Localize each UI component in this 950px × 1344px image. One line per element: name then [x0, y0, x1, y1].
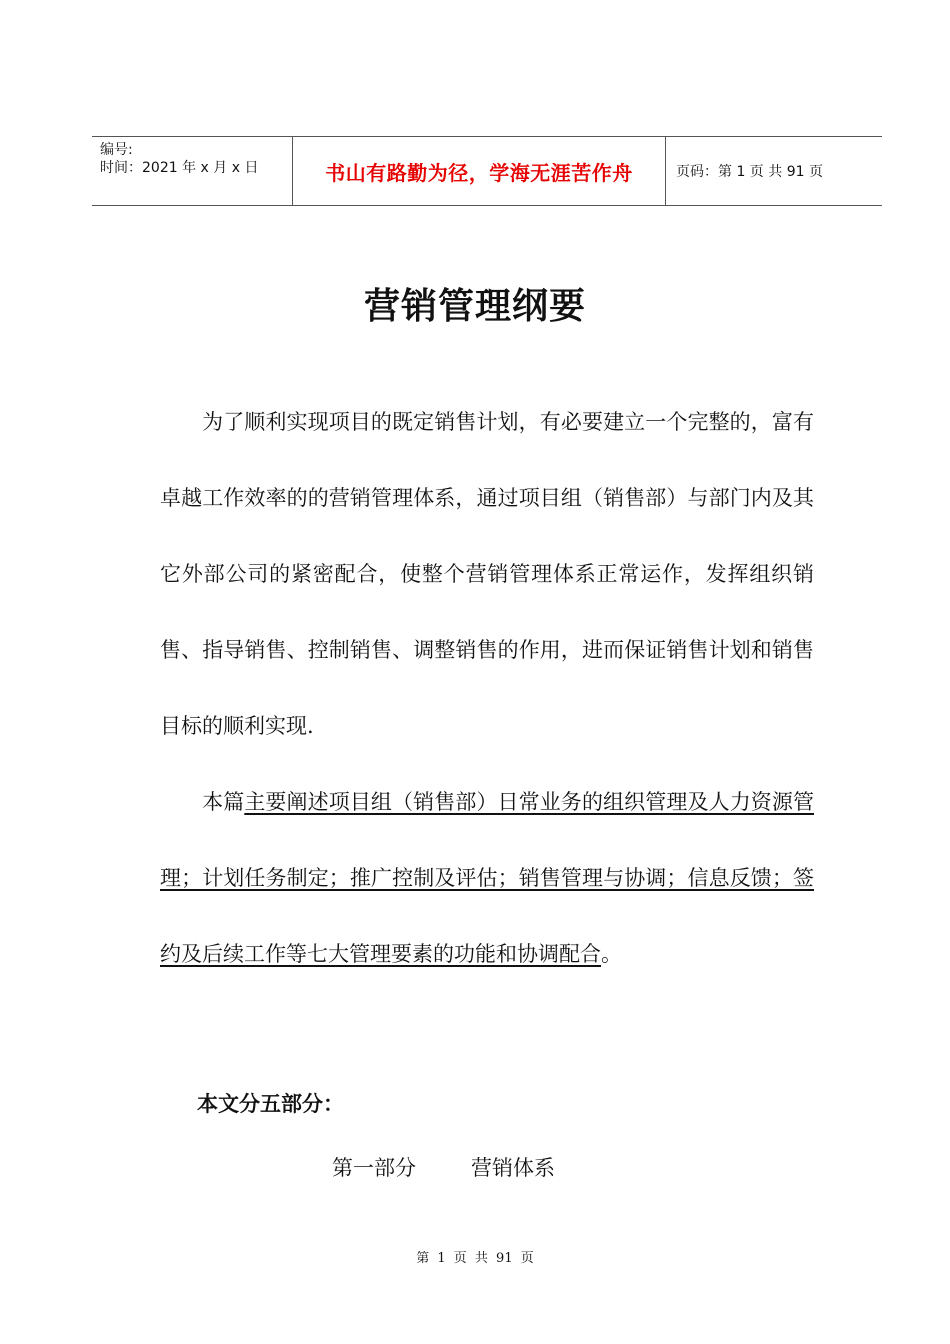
section-list-item: [332, 1152, 555, 1182]
page-number-label: 页码：第 1 页 共 91 页: [676, 164, 823, 180]
section-number: 第一部分: [332, 1156, 416, 1180]
section-title: 营销体系: [471, 1156, 555, 1180]
intro-paragraph: [160, 384, 814, 764]
page-footer: 第 1 页 共 91 页: [416, 1251, 534, 1266]
serial-number-label: 编号:: [100, 142, 133, 158]
header-info-cell: [92, 137, 293, 205]
header-table: [92, 136, 882, 206]
header-page-cell: [666, 137, 882, 205]
motto-text: 书山有路勤为径，学海无涯苦作舟: [325, 160, 633, 185]
header-motto-cell: [293, 137, 666, 205]
scope-paragraph-suffix: 。: [601, 942, 622, 966]
document-title: 营销管理纲要: [363, 286, 586, 327]
time-label: 时间：2021 年 x 月 x 日: [100, 160, 259, 176]
scope-paragraph-prefix: 本篇: [202, 790, 245, 814]
scope-paragraph: [160, 764, 814, 992]
sections-heading: 本文分五部分：: [197, 1092, 344, 1116]
scope-paragraph-underlined: 主要阐述项目组（销售部）日常业务的组织管理及人力资源管理；计划任务制定；推广控制及评估；销售管理与协调；信息反馈；签约及后续工作等七大管理要素的功能和协调配合: [160, 790, 814, 966]
intro-paragraph-text: 为了顺利实现项目的既定销售计划，有必要建立一个完整的，富有卓越工作效率的的营销管理体系，通过项目组（销售部）与部门内及其它外部公司的紧密配合，使整个营销管理体系正常运作，发挥组织销售、指导销售、控制销售、调整销售的作用，进而保证销售计划和销售目标的顺利实现.: [160, 410, 814, 738]
